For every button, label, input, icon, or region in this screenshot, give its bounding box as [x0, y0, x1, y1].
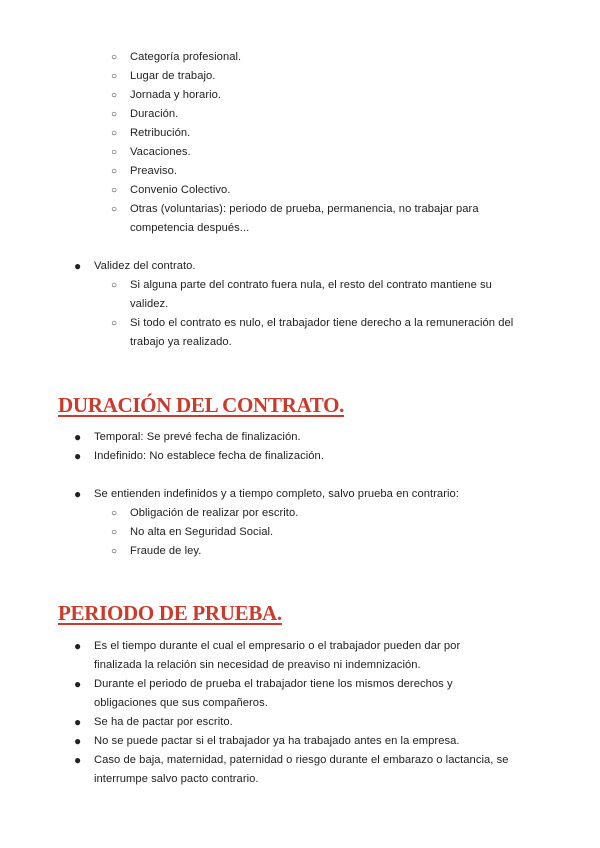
hollow-bullet-icon: ○ [111, 185, 118, 196]
list-item-continuation: validez. [130, 298, 169, 310]
filled-bullet-icon: ● [74, 259, 82, 273]
list-item: Se ha de pactar por escrito. [94, 716, 233, 728]
list-item: No alta en Seguridad Social. [130, 526, 274, 538]
list-item: Temporal: Se prevé fecha de finalización. [94, 431, 301, 443]
hollow-bullet-icon: ○ [111, 71, 118, 82]
list-item: Preaviso. [130, 165, 178, 177]
filled-bullet-icon: ● [74, 449, 82, 463]
list-item: Durante el periodo de prueba el trabajador tiene los mismos derechos y [94, 678, 453, 690]
filled-bullet-icon: ● [74, 487, 82, 501]
prueba-heading: PERIODO DE PRUEBA. [58, 601, 282, 625]
list-item: Caso de baja, maternidad, paternidad o riesgo durante el embarazo o lactancia, se [94, 754, 509, 766]
filled-bullet-icon: ● [74, 715, 82, 729]
filled-bullet-icon: ● [74, 677, 82, 691]
hollow-bullet-icon: ○ [111, 109, 118, 120]
list-item: Vacaciones. [130, 146, 191, 158]
list-item: Se entienden indefinidos y a tiempo completo, salvo prueba en contrario: [94, 488, 459, 500]
list-item: Indefinido: No establece fecha de finalización. [94, 450, 324, 462]
list-item: Categoría profesional. [130, 51, 242, 63]
hollow-bullet-icon: ○ [111, 546, 118, 557]
list-item: Si alguna parte del contrato fuera nula, el resto del contrato mantiene su [130, 279, 492, 291]
filled-bullet-icon: ● [74, 639, 82, 653]
duracion-heading: DURACIÓN DEL CONTRATO. [58, 393, 345, 417]
list-item: Retribución. [130, 127, 191, 139]
list-item-continuation: trabajo ya realizado. [130, 336, 232, 348]
filled-bullet-icon: ● [74, 753, 82, 767]
hollow-bullet-icon: ○ [111, 90, 118, 101]
list-item-continuation: competencia después... [130, 222, 250, 234]
hollow-bullet-icon: ○ [111, 204, 118, 215]
filled-bullet-icon: ● [74, 734, 82, 748]
list-item: Si todo el contrato es nulo, el trabajador tiene derecho a la remuneración del [130, 317, 514, 329]
list-item-continuation: finalizada la relación sin necesidad de preaviso ni indemnización. [94, 659, 421, 671]
list-item: Convenio Colectivo. [130, 184, 231, 196]
list-item: Otras (voluntarias): periodo de prueba, permanencia, no trabajar para [130, 203, 479, 215]
hollow-bullet-icon: ○ [111, 166, 118, 177]
list-item: No se puede pactar si el trabajador ya ha trabajado antes en la empresa. [94, 735, 460, 747]
hollow-bullet-icon: ○ [111, 508, 118, 519]
list-item-continuation: obligaciones que sus compañeros. [94, 697, 268, 709]
hollow-bullet-icon: ○ [111, 318, 118, 329]
hollow-bullet-icon: ○ [111, 128, 118, 139]
hollow-bullet-icon: ○ [111, 280, 118, 291]
hollow-bullet-icon: ○ [111, 147, 118, 158]
list-item: Duración. [130, 108, 179, 120]
validez-title: Validez del contrato. [94, 260, 196, 272]
list-item: Es el tiempo durante el cual el empresario o el trabajador pueden dar por [94, 640, 461, 652]
hollow-bullet-icon: ○ [111, 527, 118, 538]
list-item: Jornada y horario. [130, 89, 222, 101]
filled-bullet-icon: ● [74, 430, 82, 444]
hollow-bullet-icon: ○ [111, 52, 118, 63]
list-item-continuation: interrumpe salvo pacto contrario. [94, 773, 259, 785]
list-item: Lugar de trabajo. [130, 70, 216, 82]
list-item: Obligación de realizar por escrito. [130, 507, 299, 519]
list-item: Fraude de ley. [130, 545, 202, 557]
